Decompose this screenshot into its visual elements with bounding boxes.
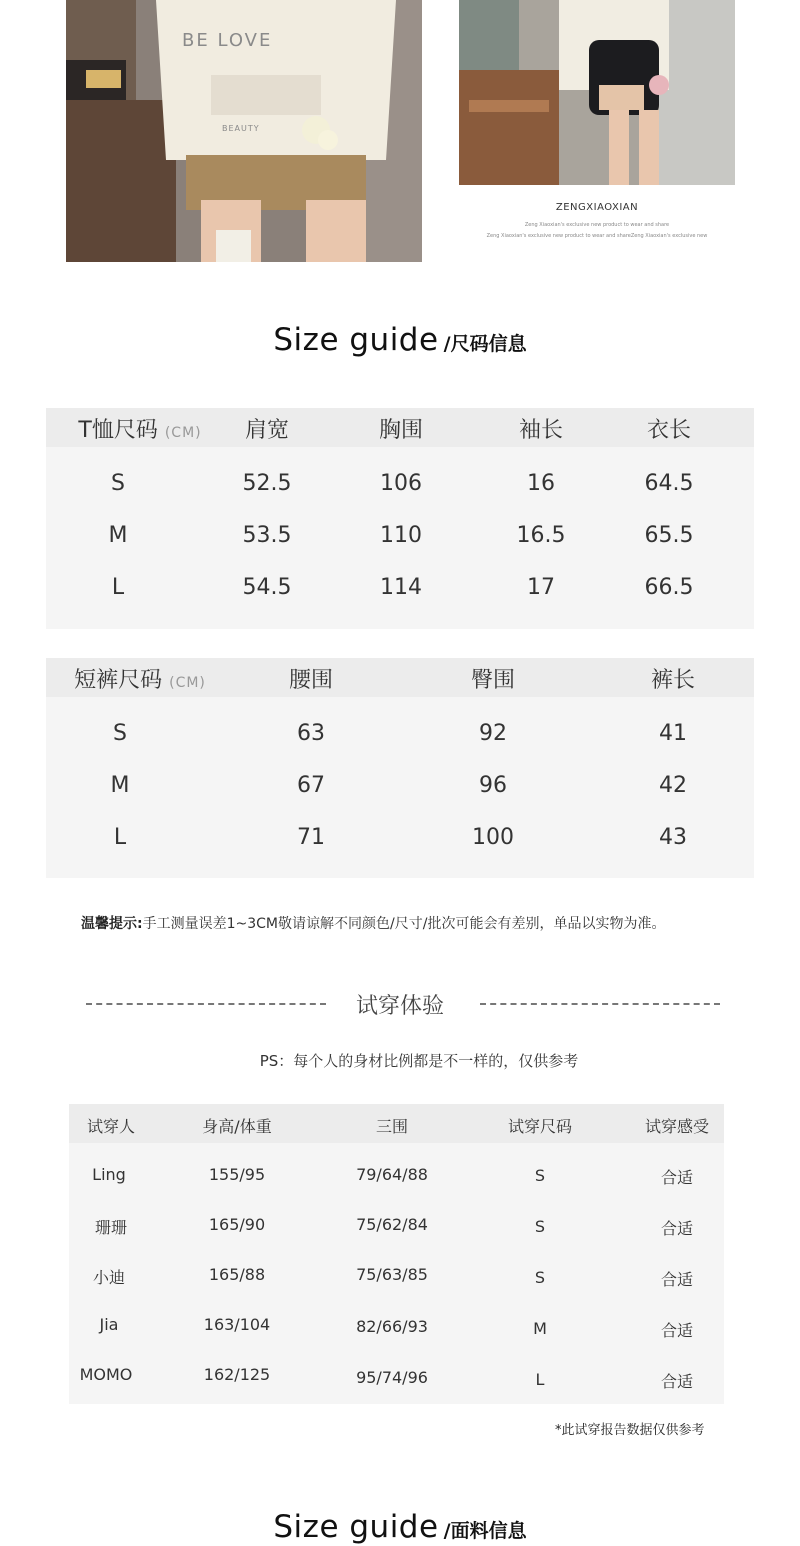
table-cell: 165/88 — [208, 1265, 266, 1284]
table-cell: 163/104 — [203, 1315, 271, 1334]
size-guide-title-en: Size guide — [273, 322, 439, 358]
table-cell: 合适 — [660, 1321, 694, 1340]
table-cell: M — [533, 1319, 547, 1338]
table-cell: 82/66/93 — [356, 1317, 428, 1336]
table-cell: 65.5 — [644, 523, 694, 548]
trial-header-height-weight: 身高/体重 — [202, 1117, 272, 1136]
table-cell: 92 — [479, 721, 507, 746]
trial-header-measurements: 三围 — [375, 1117, 409, 1136]
trial-title-text: 试穿体验 — [355, 994, 444, 1019]
table-cell: 165/90 — [208, 1215, 266, 1234]
print-text-be-love: BE LOVE — [182, 30, 273, 51]
size-guide-title — [0, 322, 800, 358]
shorts-header-hip: 臀围 — [470, 668, 516, 693]
table-cell: S — [534, 1217, 546, 1236]
table-cell: 17 — [527, 575, 555, 600]
table-cell: L — [111, 575, 125, 600]
table-cell: 71 — [297, 825, 325, 850]
table-cell: 75/62/84 — [356, 1215, 428, 1234]
tshirt-header-length: 衣长 — [646, 418, 692, 443]
shorts-header-waist: 腰围 — [288, 668, 334, 693]
unit-label: (CM) — [164, 425, 202, 441]
brand-tagline-2: Zeng Xiaoxian's exclusive new product to wear and shareZeng Xiaoxian's exclusive new — [486, 233, 708, 239]
table-cell: 小迪 — [92, 1268, 126, 1287]
trial-table — [69, 1104, 724, 1404]
table-cell: S — [534, 1268, 546, 1287]
table-cell: 合适 — [660, 1372, 694, 1391]
unit-label: (CM) — [169, 675, 206, 691]
table-cell: 16.5 — [516, 523, 566, 548]
table-cell: 53.5 — [242, 523, 292, 548]
table-cell: 162/125 — [203, 1365, 271, 1384]
shorts-size-table — [46, 658, 754, 878]
table-cell: 79/64/88 — [356, 1165, 428, 1184]
care-tip-text: 手工测量误差1~3CM敬请谅解不同颜色/尺寸/批次可能会有差别，单品以实物为准。 — [142, 916, 666, 932]
table-cell: 75/63/85 — [356, 1265, 428, 1284]
trial-ps-note: PS：每个人的身材比例都是不一样的，仅供参考 — [259, 1052, 579, 1070]
table-cell: 95/74/96 — [356, 1368, 428, 1387]
tshirt-size-table — [46, 408, 754, 629]
tshirt-header-sleeve: 袖长 — [518, 418, 564, 443]
size-guide-title-2-cn: /面料信息 — [443, 1520, 527, 1542]
table-cell: 合适 — [660, 1168, 694, 1187]
table-cell: 41 — [659, 721, 687, 746]
table-cell: 96 — [479, 773, 507, 798]
trial-header-feel: 试穿感受 — [644, 1117, 710, 1136]
table-cell: 114 — [380, 575, 422, 600]
trial-footnote: *此试穿报告数据仅供参考 — [555, 1423, 705, 1438]
table-cell: 100 — [472, 825, 514, 850]
table-cell: 110 — [380, 523, 422, 548]
product-photo-right — [459, 0, 735, 185]
care-tip-label: 温馨提示: — [81, 916, 143, 932]
table-cell: 珊珊 — [94, 1218, 128, 1237]
table-cell: M — [108, 523, 128, 548]
brand-name: ZENGXIAOXIAN — [555, 202, 639, 213]
tshirt-header-shoulder: 肩宽 — [244, 418, 290, 443]
table-cell: Jia — [99, 1315, 119, 1334]
tshirt-header-size: T恤尺码 (CM) — [78, 418, 202, 443]
print-text-beauty: BEAUTY — [222, 124, 260, 133]
table-cell: 67 — [297, 773, 325, 798]
table-cell: S — [113, 721, 127, 746]
size-guide-title-2 — [0, 1509, 800, 1545]
size-guide-title-2-en: Size guide — [273, 1509, 439, 1545]
care-tip — [81, 913, 665, 933]
trial-header-tester: 试穿人 — [86, 1117, 136, 1136]
brand-tagline-1: Zeng Xiaoxian's exclusive new product to wear and share — [524, 222, 670, 228]
tshirt-header-chest: 胸围 — [378, 418, 424, 443]
table-cell: S — [534, 1166, 546, 1185]
size-guide-title-cn: /尺码信息 — [443, 333, 527, 355]
trial-section-title — [0, 987, 800, 1021]
shorts-header-size: 短裤尺码 (CM) — [74, 668, 206, 693]
shorts-header-length: 裤长 — [650, 668, 696, 693]
table-cell: 64.5 — [644, 471, 694, 496]
table-cell: 合适 — [660, 1219, 694, 1238]
table-cell: 16 — [527, 471, 555, 496]
table-cell: S — [111, 471, 125, 496]
table-cell: 合适 — [660, 1270, 694, 1289]
table-cell: 43 — [659, 825, 687, 850]
table-cell: L — [113, 825, 127, 850]
table-cell: M — [110, 773, 130, 798]
table-cell: MOMO — [79, 1365, 133, 1384]
table-cell: 52.5 — [242, 471, 292, 496]
table-cell: Ling — [92, 1165, 126, 1184]
table-cell: 106 — [380, 471, 422, 496]
table-cell: 54.5 — [242, 575, 292, 600]
table-cell: 66.5 — [644, 575, 694, 600]
trial-header-size: 试穿尺码 — [507, 1117, 573, 1136]
table-cell: L — [535, 1370, 545, 1389]
table-cell: 42 — [659, 773, 687, 798]
table-cell: 155/95 — [208, 1165, 266, 1184]
table-cell: 63 — [297, 721, 325, 746]
